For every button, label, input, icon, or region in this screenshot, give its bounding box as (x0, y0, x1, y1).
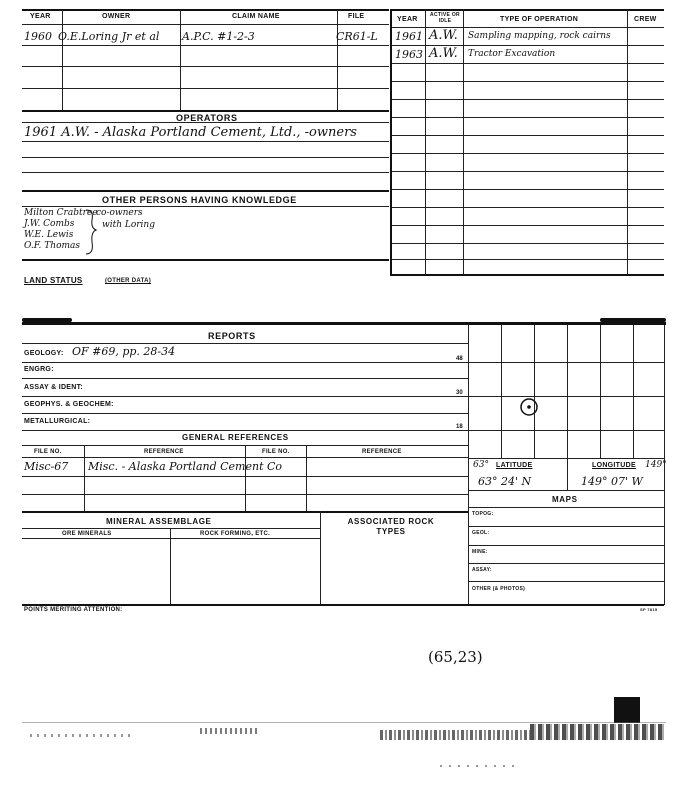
general-references-title: GENERAL REFERENCES (182, 433, 289, 442)
grid-line (567, 325, 568, 458)
operators-title: OPERATORS (176, 113, 238, 123)
scan-mark (600, 318, 666, 322)
knowledge-person: Milton Crabtree (24, 208, 98, 218)
location-marker-icon (518, 396, 540, 418)
knowledge-note: co-owners (96, 208, 143, 218)
activity-row-operation: Sampling mapping, rock cairns (468, 31, 611, 41)
operators-row-line (22, 172, 389, 173)
coordinate-annotation: (65,23) (428, 648, 483, 666)
mineral-right-border (320, 511, 321, 605)
ref-row-line (22, 494, 468, 495)
ref-col-divider (306, 445, 307, 511)
report-row-line (22, 362, 468, 363)
activity-row-line (392, 171, 664, 172)
report-row-line (22, 413, 468, 414)
ref-header-file-no: FILE NO. (262, 449, 290, 455)
latitude-label: LATITUDE (496, 462, 533, 469)
points-label: POINTS MERITING ATTENTION: (24, 607, 123, 613)
activity-row-line (392, 135, 664, 136)
maps-row-line (468, 581, 664, 582)
scan-noise (200, 728, 260, 734)
operators-bottom-border (22, 190, 389, 192)
claim-col-divider (337, 9, 338, 111)
ref-bottom-border (22, 511, 468, 513)
activity-row-year: 1961 (395, 30, 423, 43)
scan-noise (22, 722, 666, 723)
maps-row-line (468, 526, 664, 527)
rock-forming-header: ROCK FORMING, ETC. (200, 531, 271, 537)
claim-col-divider (62, 9, 63, 111)
activity-col-divider (627, 9, 628, 274)
activity-year-header: YEAR (397, 16, 418, 23)
latitude-prefix: 63° (473, 460, 489, 470)
knowledge-person: W.E. Lewis (24, 230, 74, 240)
maps-row-label: ASSAY: (472, 567, 492, 573)
scan-noise (530, 724, 666, 740)
activity-row-line (392, 207, 664, 208)
ref-header-file-no: FILE NO. (34, 449, 62, 455)
mineral-header-divider (22, 538, 320, 539)
grid-line (633, 325, 634, 458)
mineral-assemblage-title: MINERAL ASSEMBLAGE (106, 517, 212, 526)
report-row-line (22, 378, 468, 379)
reports-title: REPORTS (208, 331, 256, 341)
operators-row-line (22, 141, 389, 142)
claim-owner-value: O.E.Loring Jr et al (58, 30, 160, 43)
maps-row-label: TOPOG: (472, 511, 494, 517)
knowledge-title-divider (22, 206, 389, 207)
claim-year-value: 1960 (24, 30, 52, 43)
grid-line (534, 325, 535, 458)
operators-entry: 1961 A.W. - Alaska Portland Cement, Ltd., -owners (24, 125, 357, 140)
activity-bottom-border (392, 274, 664, 276)
claim-file-header: FILE (348, 13, 365, 20)
report-row-line (22, 430, 468, 431)
report-row-label: ASSAY & IDENT: (24, 384, 84, 391)
land-status-subtitle: (OTHER DATA) (105, 278, 152, 284)
mineral-col-divider (170, 528, 171, 605)
operators-row-line (22, 157, 389, 158)
activity-row-line (392, 243, 664, 244)
grid-line (501, 325, 502, 458)
activity-col-divider (463, 9, 464, 274)
report-row-label: ENGRG: (24, 366, 54, 373)
claim-row-line (22, 66, 389, 67)
knowledge-bottom-border (22, 259, 389, 261)
activity-row-line (392, 117, 664, 118)
mineral-bottom-border (22, 604, 664, 606)
grid-number: 18 (456, 424, 463, 430)
maps-row-label: MINE: (472, 549, 488, 555)
ref-reference-value: Misc. - Alaska Portland Cement Co (88, 460, 283, 473)
maps-row-label: GEOL: (472, 530, 490, 536)
latitude-value: 63° 24' N (478, 475, 532, 488)
activity-row-year: 1963 (395, 48, 423, 61)
activity-type-header: TYPE OF OPERATION (500, 16, 579, 23)
claim-header-divider (22, 24, 389, 25)
grid-line (468, 362, 664, 363)
report-row-label: GEOPHYS. & GEOCHEM: (24, 401, 114, 408)
activity-col-divider (425, 9, 426, 274)
claim-year-header: YEAR (30, 13, 51, 20)
maps-title: MAPS (552, 495, 578, 504)
knowledge-person: O.F. Thomas (24, 241, 81, 251)
claim-col-divider (180, 9, 181, 111)
maps-row-label: OTHER (& PHOTOS) (472, 586, 526, 592)
ref-file-no-value: Misc-67 (24, 460, 69, 473)
claim-right-border (390, 9, 392, 276)
activity-top-border (392, 9, 664, 11)
grid-number: 48 (456, 356, 463, 362)
report-row-label: METALLURGICAL: (24, 418, 91, 425)
claim-name-value: A.P.C. #1-2-3 (182, 30, 255, 43)
reports-title-divider (22, 343, 468, 344)
claim-file-value: CR61-L (336, 30, 378, 43)
mineral-title-divider (22, 528, 320, 529)
activity-crew-header: CREW (634, 16, 657, 23)
scan-mark (22, 318, 72, 322)
scan-noise (30, 734, 130, 737)
associated-rock-types-title: ASSOCIATED ROCK TYPES (347, 517, 435, 536)
maps-row-line (468, 545, 664, 546)
claim-row-line (22, 88, 389, 89)
ore-minerals-header: ORE MINERALS (62, 531, 112, 537)
longitude-suffix: 149° (645, 460, 667, 470)
scan-noise (440, 765, 520, 767)
activity-row-line (392, 63, 664, 64)
report-row-label: GEOLOGY: (24, 350, 64, 357)
claim-owner-header: OWNER (102, 13, 131, 20)
maps-row-line (468, 563, 664, 564)
knowledge-title: OTHER PERSONS HAVING KNOWLEDGE (102, 195, 297, 205)
claim-row-line (22, 45, 389, 46)
longitude-label: LONGITUDE (592, 462, 636, 469)
form-number: SP 7815 (640, 607, 658, 612)
activity-row-status: A.W. (429, 28, 458, 43)
activity-row-line (392, 189, 664, 190)
knowledge-note: with Loring (102, 220, 155, 230)
registration-mark (614, 697, 640, 723)
activity-row-line (392, 81, 664, 82)
activity-row-line (392, 99, 664, 100)
longitude-value: 149° 07' W (581, 475, 643, 488)
claim-top-border (22, 9, 389, 11)
knowledge-person: J.W. Combs (24, 219, 75, 229)
grid-line (468, 396, 664, 397)
activity-row-status: A.W. (429, 46, 458, 61)
activity-status-header: ACTIVE OR IDLE (430, 12, 460, 24)
activity-row-line (392, 225, 664, 226)
activity-row-operation: Tractor Excavation (468, 49, 556, 59)
grid-line (468, 458, 664, 459)
land-status-title: LAND STATUS (24, 276, 83, 285)
maps-title-divider (468, 507, 664, 508)
report-row-value: OF #69, pp. 28-34 (72, 345, 176, 358)
ref-col-divider (245, 445, 246, 511)
claim-name-header: CLAIM NAME (232, 13, 280, 20)
maps-title-top (468, 490, 664, 491)
ref-row-line (22, 476, 468, 477)
activity-row-line (392, 259, 664, 260)
report-row-line (22, 396, 468, 397)
scan-noise (380, 730, 530, 740)
grid-number: 30 (456, 390, 463, 396)
ref-col-divider (84, 445, 85, 511)
lat-long-divider (567, 458, 568, 490)
ref-header-reference: REFERENCE (362, 449, 402, 455)
activity-row-line (392, 153, 664, 154)
ref-header-reference: REFERENCE (144, 449, 184, 455)
claim-bottom-border (22, 110, 389, 112)
grid-line (600, 325, 601, 458)
reports-top-border (22, 322, 666, 325)
grid-line (468, 430, 664, 431)
